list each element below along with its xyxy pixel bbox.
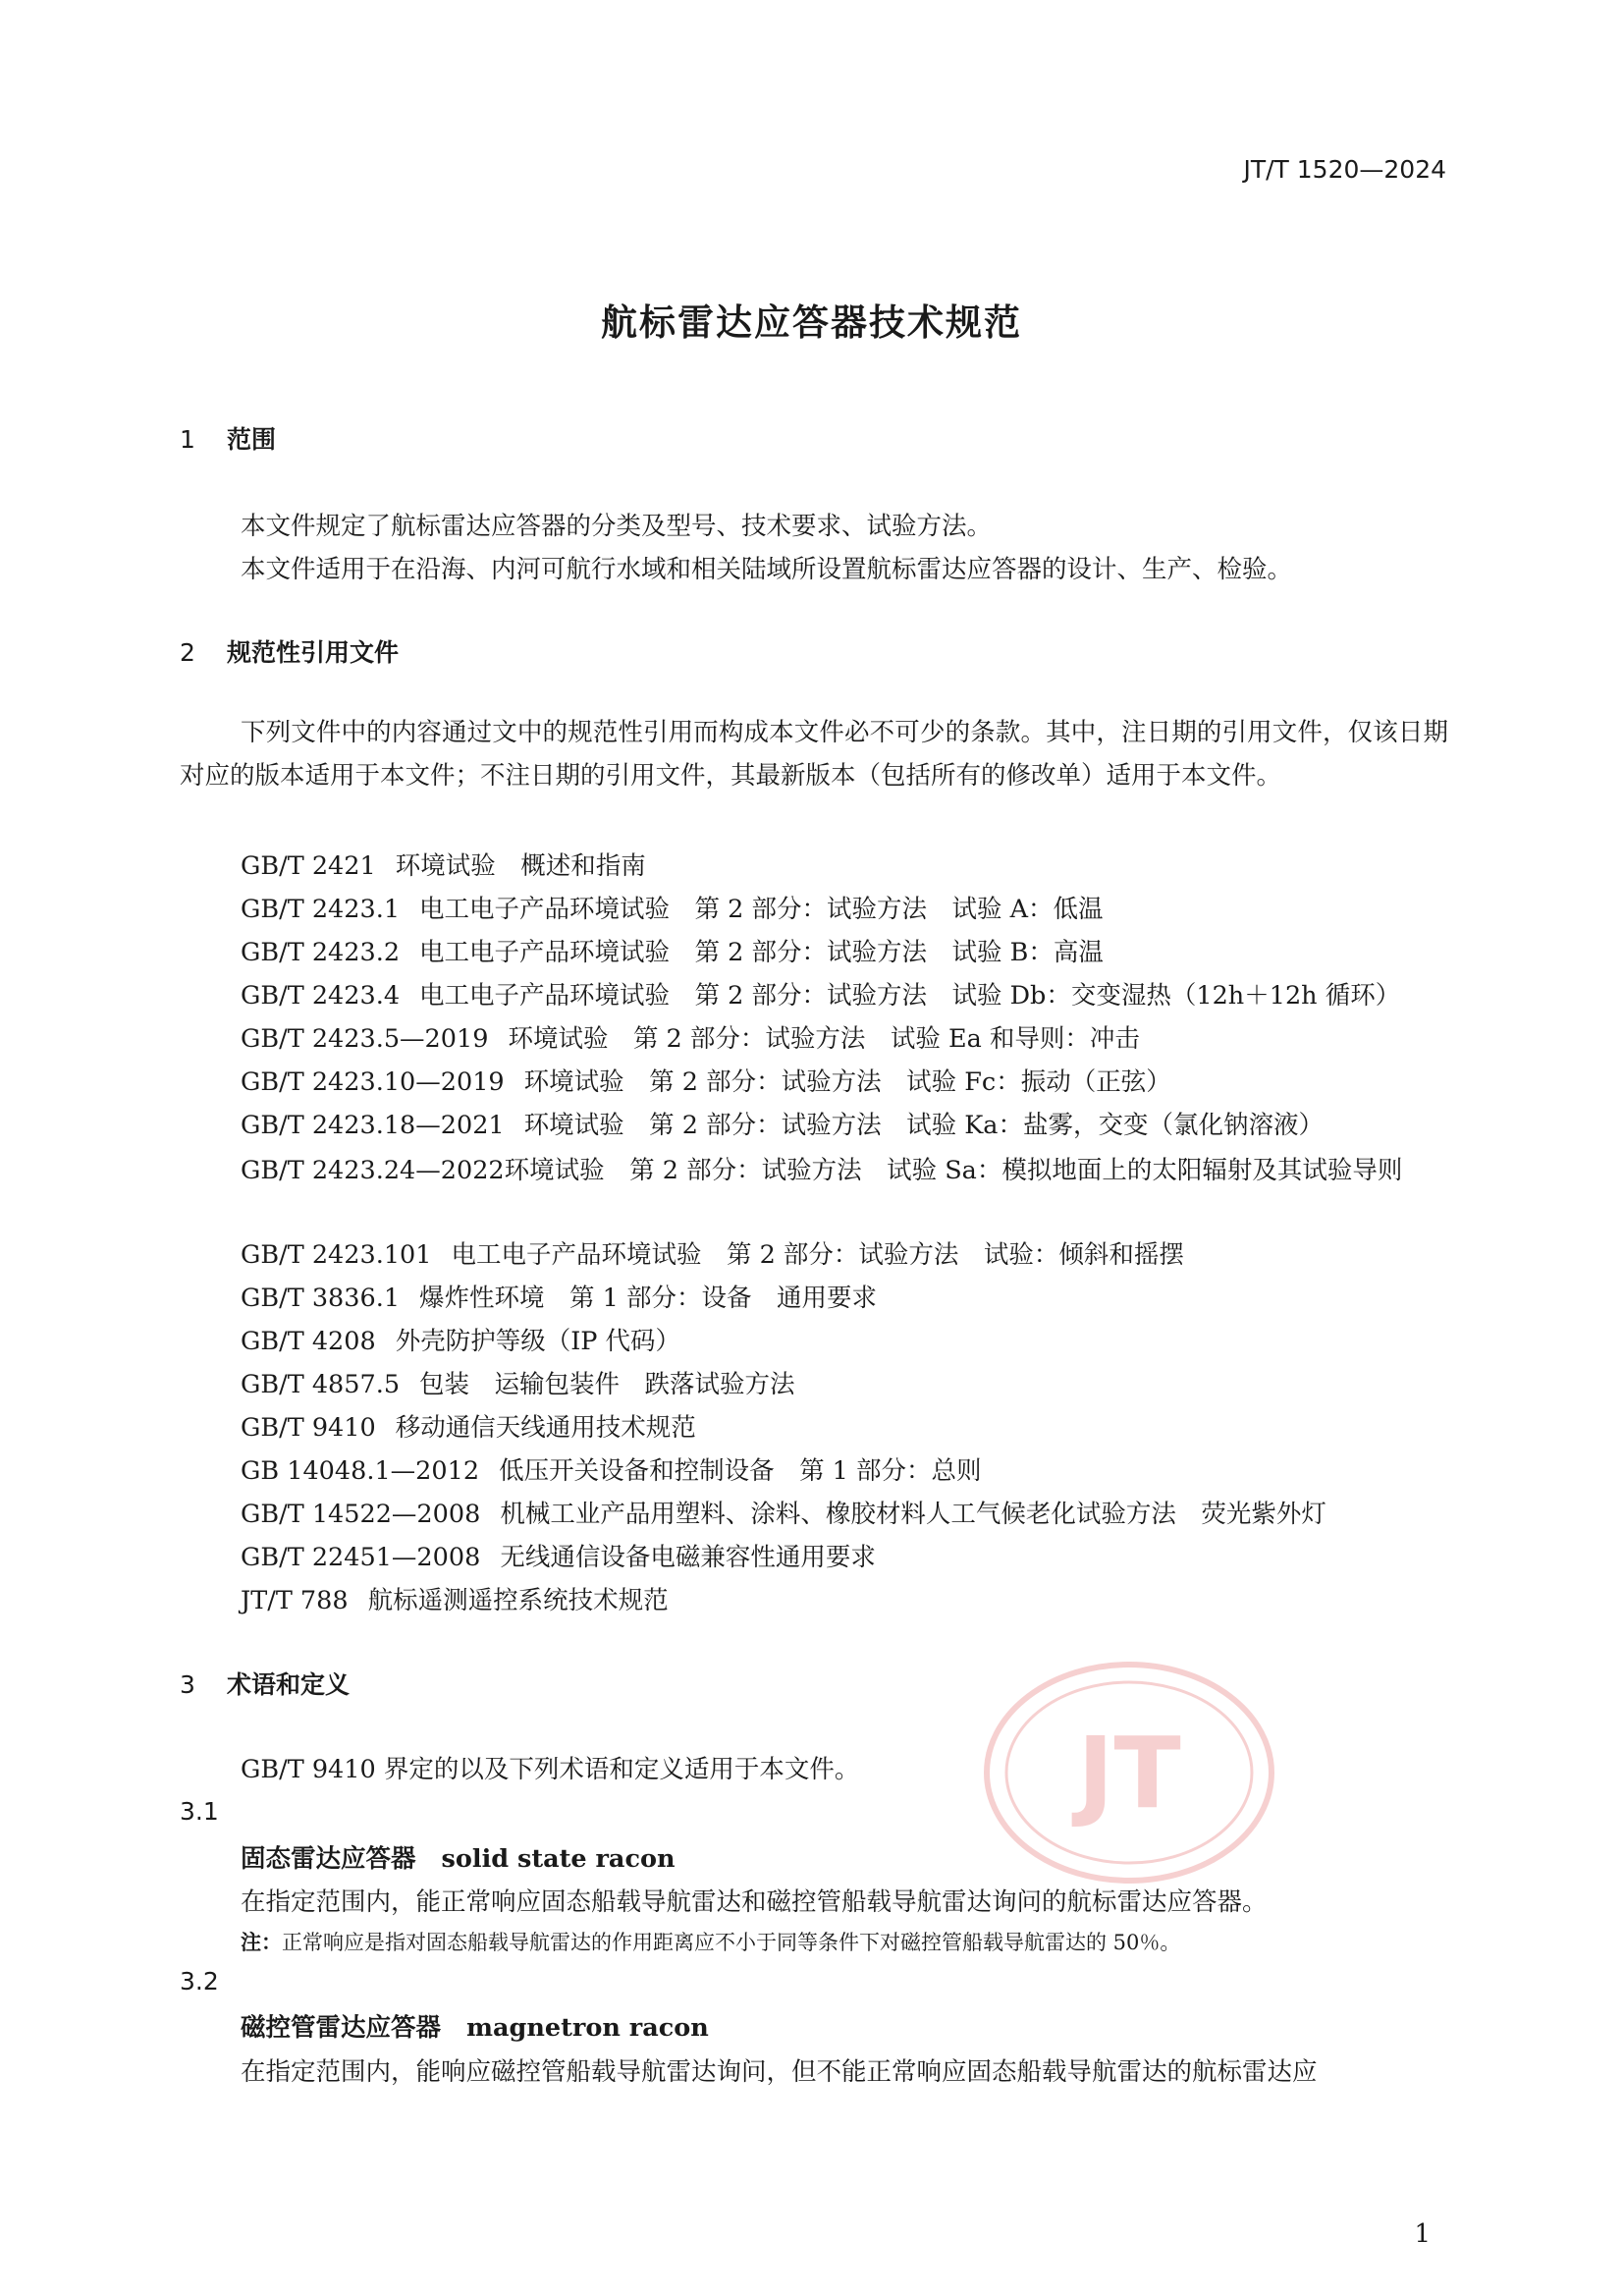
reference-item [241,1063,1171,1098]
reference-item [241,1451,982,1487]
scope-paragraph-2: 本文件适用于在沿海、内河可航行水域和相关陆域所设置航标雷达应答器的设计、生产、检验。 [241,555,1293,584]
jt-stamp-logo [982,1660,1276,1886]
reference-item [241,1019,1140,1055]
reference-code: GB/T 4208 [241,1327,376,1356]
reference-item [241,890,1104,925]
reference-title: 环境试验 第 2 部分：试验方法 试验 Sa：模拟地面上的太阳辐射及其试验导则 [504,1156,1403,1185]
term-en: solid state racon [441,1844,676,1874]
reference-item [241,1235,1184,1271]
document-title: 航标雷达应答器技术规范 [601,301,1022,344]
reference-title: 爆炸性环境 第 1 部分：设备 通用要求 [419,1284,877,1313]
reference-title: 航标遥测遥控系统技术规范 [367,1586,669,1615]
term-number: 3.2 [180,1967,219,1995]
reference-title: 低压开关设备和控制设备 第 1 部分：总则 [499,1456,982,1486]
reference-code: GB/T 14522—2008 [241,1500,481,1529]
term-definition: 在指定范围内，能响应磁控管船载导航雷达询问，但不能正常响应固态船载导航雷达的航标雷达应 [241,2057,1318,2087]
reference-code: GB/T 2423.101 [241,1240,432,1270]
reference-title: 环境试验 第 2 部分：试验方法 试验 Fc：振动（正弦） [523,1067,1171,1097]
section-number: 1 [180,425,195,454]
reference-item [241,1581,669,1616]
reference-code: GB/T 22451—2008 [241,1543,481,1572]
term-en: magnetron racon [466,2013,709,2043]
reference-title: 包装 运输包装件 跌落试验方法 [419,1370,795,1399]
term-definition: 在指定范围内，能正常响应固态船载导航雷达和磁控管船载导航雷达询问的航标雷达应答器。 [241,1887,1268,1917]
reference-item [241,1106,1324,1141]
section-2-heading [180,633,399,669]
section-title: 范围 [227,425,277,454]
reference-item [241,1365,795,1400]
reference-title: 外壳防护等级（IP 代码） [395,1327,681,1356]
reference-title: 环境试验 概述和指南 [395,851,646,881]
reference-title: 环境试验 第 2 部分：试验方法 试验 Ea 和导则：冲击 [508,1024,1140,1054]
reference-title: 电工电子产品环境试验 第 2 部分：试验方法 试验：倾斜和摇摆 [451,1240,1184,1270]
reference-item [241,976,1400,1011]
reference-item [241,1408,696,1444]
reference-code: GB 14048.1—2012 [241,1456,480,1486]
term-heading [241,2008,709,2044]
document-code: JT/T 1520—2024 [1243,155,1446,184]
section-title: 术语和定义 [227,1670,351,1699]
scope-paragraph-1: 本文件规定了航标雷达应答器的分类及型号、技术要求、试验方法。 [241,512,993,541]
reference-item [180,1149,1448,1192]
reference-code: GB/T 2423.24—2022 [241,1156,505,1185]
reference-title: 环境试验 第 2 部分：试验方法 试验 Ka：盐雾，交变（氯化钠溶液） [523,1111,1324,1140]
reference-code: GB/T 9410 [241,1413,376,1443]
stamp-text: JT [1077,1716,1181,1831]
reference-code: GB/T 2423.5—2019 [241,1024,489,1054]
reference-code: GB/T 2423.2 [241,938,401,967]
note-label: 注： [241,1931,282,1954]
section-1-heading [180,420,276,456]
normative-references-intro: 下列文件中的内容通过文中的规范性引用而构成本文件必不可少的条款。其中，注日期的引用文件，仅该日期对应的版本适用于本文件；不注日期的引用文件，其最新版本（包括所有的修改单）适用于本文件。 [180,718,1448,791]
reference-code: GB/T 2421 [241,851,376,881]
section-number: 3 [180,1670,195,1699]
reference-item [241,1538,876,1573]
reference-title: 机械工业产品用塑料、涂料、橡胶材料人工气候老化试验方法 荧光紫外灯 [500,1500,1326,1529]
reference-code: GB/T 2423.4 [241,981,401,1011]
terms-intro: GB/T 9410 界定的以及下列术语和定义适用于本文件。 [241,1755,860,1784]
reference-title: 移动通信天线通用技术规范 [395,1413,696,1443]
reference-item [241,847,646,882]
reference-code: GB/T 4857.5 [241,1370,401,1399]
section-number: 2 [180,638,195,667]
term-note [241,1927,1180,1956]
term-heading [241,1839,676,1875]
reference-title: 无线通信设备电磁兼容性通用要求 [500,1543,876,1572]
reference-title: 电工电子产品环境试验 第 2 部分：试验方法 试验 Db：交变湿热（12h＋12h 循环） [419,981,1401,1011]
reference-item [241,933,1104,968]
note-text: 正常响应是指对固态船载导航雷达的作用距离应不小于同等条件下对磁控管船载导航雷达的 50％。 [282,1931,1181,1954]
section-title: 规范性引用文件 [227,638,400,667]
reference-title: 电工电子产品环境试验 第 2 部分：试验方法 试验 B：高温 [419,938,1104,967]
page-number: 1 [1414,2219,1431,2249]
reference-code: GB/T 2423.18—2021 [241,1111,505,1140]
section-3-heading [180,1666,350,1701]
reference-item [241,1322,680,1357]
term-zh: 固态雷达应答器 [241,1844,416,1874]
reference-code: GB/T 2423.10—2019 [241,1067,505,1097]
reference-code: GB/T 2423.1 [241,895,401,924]
reference-item [241,1495,1326,1530]
reference-code: JT/T 788 [241,1586,349,1615]
reference-item [241,1279,877,1314]
term-number: 3.1 [180,1797,219,1826]
reference-title: 电工电子产品环境试验 第 2 部分：试验方法 试验 A：低温 [419,895,1104,924]
reference-code: GB/T 3836.1 [241,1284,401,1313]
term-zh: 磁控管雷达应答器 [241,2013,442,2043]
